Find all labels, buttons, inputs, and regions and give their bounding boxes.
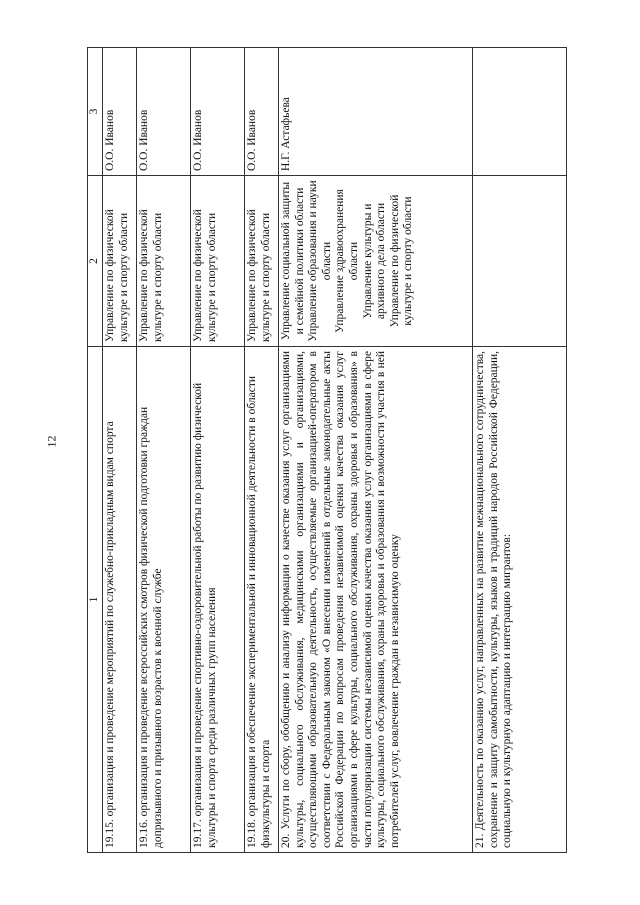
responsible-cell: О.О. Иванов [245,48,279,176]
department-line: Управление здравоохранения области [334,189,360,333]
responsible-cell: О.О. Иванов [137,48,191,176]
table-row [279,48,473,853]
table-header-row [88,48,103,853]
services-table [87,47,567,853]
table-row [137,48,191,853]
responsible-cell: О.О. Иванов [191,48,245,176]
activity-cell: 19.15. организация и проведение мероприятий по служебно-прикладным видам спорта [103,347,137,853]
rotated-table-container [87,48,565,853]
activity-cell: 19.17. организация и проведение спортивно-оздоровительной работы по развитию физической культуры и спорта среди различных групп населения [191,347,245,853]
department-line: Управление образования и науки области [307,180,333,342]
activity-cell: 19.18. организация и обеспечение экспериментальной и инновационной деятельности в области физкультуры и спорта [245,347,279,853]
activity-cell: 19.16. организация и проведение всероссийских смотров физической подготовки граждан допризывного и призывного возрастов к военной службе [137,347,191,853]
table-row [103,48,137,853]
department-cell: Управление по физической культуре и спорту области [103,176,137,347]
department-cell: Управление по физической культуре и спорту области [137,176,191,347]
activity-cell: 20. Услуги по сбору, обобщению и анализу информации о качестве оказания услуг организациями культуры, социального обслуживания, медицинскими организациями и организациями, осуществляющими образовательную деятельность, осуществляемые организацией-оператором в соответствии с Федеральным законом «О внесении изменений в отдельные законодательные акты Российской Федерации по вопросам проведения независимой оценки качества оказания услуг организациями в сфере культуры, социального обслуживания, охраны здоровья и образования» в части популяризации системы независимой оценки качества оказания услуг организациями в сфере культуры, социального обслуживания, охраны здоровья и образования и возможности участия в ней потребителей услуг, вовлечение граждан в независимую оценку [279,347,473,853]
department-cell: Управление по физической культуре и спорту области [191,176,245,347]
responsible-cell: Н.Г. Астафьева [279,48,473,176]
department-line: Управление социальной защиты и семейной политики области [280,181,306,341]
department-cell: Управление по физической культуре и спорту области [245,176,279,347]
table-row [191,48,245,853]
activity-cell: 21. Деятельность по оказанию услуг, направленных на развитие межнационального сотрудничества, сохранение и защиту самобытности, культуры, языков и традиций народов Российской Федерации, социальную и культурную адаптацию и интеграцию мигрантов: [473,347,567,853]
responsible-cell [473,48,567,176]
responsible-cell: О.О. Иванов [103,48,137,176]
department-cell [279,176,473,347]
department-cell [473,176,567,347]
department-line: Управление по физической культуре и спорту области [388,194,415,328]
table-row [473,48,567,853]
table-row [245,48,279,853]
page-number: 12 [44,435,59,448]
department-line: Управление культуры и архивного дела области [361,202,388,320]
header-col-1: 1 [88,347,103,853]
header-col-2: 2 [88,176,103,347]
header-col-3: 3 [88,48,103,176]
